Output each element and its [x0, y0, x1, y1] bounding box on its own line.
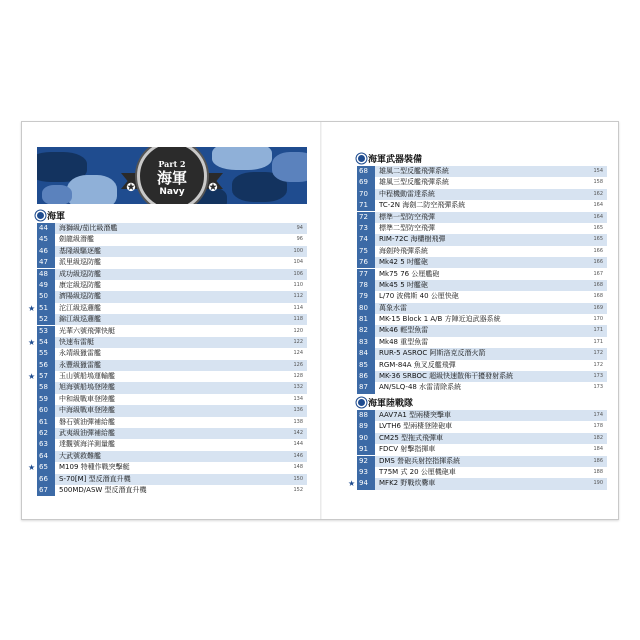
entry-title-cell	[55, 337, 307, 348]
entry-number: 81	[357, 314, 375, 325]
entry-number: 64	[37, 451, 55, 462]
entry-title: RUR-5 ASROC 阿斯洛克反潛火箭	[379, 349, 486, 358]
entry-title-cell	[375, 478, 607, 489]
toc-entry[interactable]	[357, 421, 607, 432]
entry-page: 134	[293, 395, 303, 402]
entry-number: 69	[357, 177, 375, 188]
entry-page: 94	[296, 225, 303, 231]
entry-page: 146	[293, 452, 303, 459]
toc-entry[interactable]	[37, 257, 307, 268]
toc-entry[interactable]	[37, 451, 307, 462]
entry-page: 166	[593, 247, 603, 254]
entry-page: 164	[593, 213, 603, 220]
entry-page: 136	[293, 407, 303, 414]
entry-title-cell	[55, 360, 307, 371]
entry-page: 165	[593, 236, 603, 243]
entry-title: 標準二型防空飛彈	[379, 223, 435, 232]
entry-title-cell	[375, 280, 607, 291]
chapter-subtitle: Navy	[159, 186, 185, 197]
entry-title: Mk46 輕型魚雷	[379, 326, 429, 335]
entry-page: 132	[293, 384, 303, 391]
entry-title-cell	[55, 280, 307, 291]
entry-title: 中海級戰車登陸艦	[59, 406, 115, 415]
entry-title-cell	[55, 234, 307, 245]
entry-title-cell	[55, 439, 307, 450]
entry-number: 89	[357, 421, 375, 432]
entry-page: 100	[293, 247, 303, 254]
entry-title-cell	[375, 382, 607, 393]
entry-page: 152	[293, 486, 303, 493]
entry-number: 73	[357, 223, 375, 234]
entry-title-cell	[55, 428, 307, 439]
entry-number: 59	[37, 394, 55, 405]
entry-number: 79	[357, 291, 375, 302]
entry-title-cell	[375, 200, 607, 211]
entry-page: 173	[593, 373, 603, 380]
entry-title: Mk42 5 吋艦砲	[379, 258, 428, 267]
entry-title-cell	[55, 417, 307, 428]
entry-title-cell	[375, 166, 607, 177]
entry-number: 91	[357, 444, 375, 455]
entry-title-cell	[55, 382, 307, 393]
entry-title: 沱江級巡邏艦	[59, 303, 101, 312]
toc-entry[interactable]	[28, 303, 307, 314]
entry-number: 58	[37, 382, 55, 393]
toc-entry[interactable]	[37, 405, 307, 416]
toc-entry[interactable]	[37, 280, 307, 291]
star-icon: ★	[28, 337, 36, 347]
entry-title: 成功級巡防艦	[59, 269, 101, 278]
entry-title: 武夷級油彈補給艦	[59, 429, 115, 438]
toc-entry[interactable]	[357, 444, 607, 455]
entry-title: 康定級巡防艦	[59, 280, 101, 289]
entry-title: T75M 式 20 公厘機砲車	[379, 467, 456, 476]
toc-entry[interactable]	[357, 410, 607, 421]
entry-page: 96	[296, 236, 303, 243]
toc-entry[interactable]	[357, 337, 607, 348]
entry-title: 500MD/ASW 型反潛直升機	[59, 485, 147, 494]
entry-number: 46	[37, 246, 55, 257]
entry-page: 186	[593, 457, 603, 464]
toc-entry[interactable]	[37, 246, 307, 257]
emblem-icon: ✪	[208, 181, 218, 194]
chapter-banner	[37, 147, 307, 204]
toc-entry[interactable]	[357, 348, 607, 359]
entry-number: 74	[357, 234, 375, 245]
entry-page: 158	[593, 179, 603, 186]
entry-page: 167	[593, 270, 603, 277]
star-icon: ★	[28, 372, 36, 382]
entry-page: 172	[593, 361, 603, 368]
entry-page: 190	[593, 480, 603, 487]
entry-title-cell	[375, 421, 607, 432]
entry-title: 達觀號海洋測量艦	[59, 440, 115, 449]
toc-entry[interactable]	[37, 439, 307, 450]
gear-icon	[358, 399, 365, 406]
toc-entry[interactable]	[28, 337, 307, 348]
entry-title-cell	[375, 234, 607, 245]
entry-title: 雄風二型反艦飛彈系統	[379, 167, 449, 175]
toc-entry[interactable]	[37, 348, 307, 359]
entry-title-cell	[375, 177, 607, 188]
entry-number: 67	[37, 485, 55, 496]
entry-title: 中程機動雷達系統	[379, 189, 435, 198]
entry-title-cell	[375, 269, 607, 280]
toc-entry[interactable]	[37, 223, 307, 234]
entry-title: FDCV 射擊指揮車	[379, 445, 436, 454]
toc-entry[interactable]	[357, 314, 607, 325]
entry-page: 110	[293, 281, 303, 288]
toc-entry[interactable]	[28, 371, 307, 382]
entry-title-cell	[55, 462, 307, 473]
entry-page: 165	[593, 224, 603, 231]
entry-title-cell	[375, 189, 607, 200]
entry-page: 162	[593, 190, 603, 197]
entry-number: 87	[357, 382, 375, 393]
toc-entry[interactable]	[37, 291, 307, 302]
entry-page: 122	[293, 338, 303, 345]
entry-title: S-70[M] 型反潛直升機	[59, 474, 131, 483]
entry-number: 72	[357, 212, 375, 223]
toc-entry[interactable]	[357, 467, 607, 478]
toc-entry[interactable]	[357, 360, 607, 371]
toc-entry[interactable]	[37, 314, 307, 325]
entry-title-cell	[375, 456, 607, 467]
entry-title-cell	[55, 451, 307, 462]
toc-entry[interactable]	[357, 433, 607, 444]
entry-number: 45	[37, 234, 55, 245]
entry-page: 178	[593, 423, 603, 430]
gear-icon	[37, 212, 44, 219]
entry-title-cell	[375, 314, 607, 325]
entry-title: RGM-84A 魚叉反艦飛彈	[379, 360, 456, 369]
entry-page: 144	[293, 441, 303, 448]
entry-page: 128	[293, 373, 303, 380]
toc-entry[interactable]	[37, 428, 307, 439]
section-heading: 海軍陸戰隊	[358, 396, 413, 408]
toc-entry[interactable]	[357, 166, 607, 177]
entry-page: 174	[593, 412, 603, 418]
entry-title-cell	[55, 326, 307, 337]
entry-title-cell	[55, 314, 307, 325]
entry-title-cell	[375, 337, 607, 348]
toc-entry[interactable]	[357, 371, 607, 382]
entry-page: 168	[593, 293, 603, 300]
entry-page: 154	[593, 168, 603, 174]
toc-entry[interactable]	[357, 246, 607, 257]
toc-entry[interactable]	[357, 200, 607, 211]
entry-page: 171	[593, 327, 603, 334]
entry-page: 166	[593, 259, 603, 266]
toc-entry[interactable]	[37, 269, 307, 280]
toc-entry[interactable]	[37, 474, 307, 485]
toc-entry[interactable]	[357, 212, 607, 223]
entry-title-cell	[375, 325, 607, 336]
entry-title-cell	[375, 371, 607, 382]
toc-entry[interactable]	[37, 326, 307, 337]
entry-title: 濟陽級巡防艦	[59, 292, 101, 301]
entry-title-cell	[375, 467, 607, 478]
entry-number: 51	[37, 303, 55, 314]
book-spine	[320, 122, 322, 519]
entry-title: 旭海號船塢登陸艦	[59, 383, 115, 392]
entry-title: 雄風三型反艦飛彈系統	[379, 178, 449, 187]
entry-title-cell	[55, 474, 307, 485]
star-icon: ★	[28, 463, 36, 473]
entry-number: 54	[37, 337, 55, 348]
toc-entry[interactable]	[28, 462, 307, 473]
entry-page: 171	[593, 338, 603, 345]
entry-number: 77	[357, 269, 375, 280]
entry-title-cell	[55, 394, 307, 405]
toc-entry[interactable]	[357, 269, 607, 280]
entry-number: 65	[37, 462, 55, 473]
entry-page: 142	[293, 430, 303, 437]
entry-title: 標準一型防空飛彈	[379, 212, 435, 221]
chapter-part: Part 2	[158, 158, 186, 169]
entry-title: TC-2N 海劍二防空飛彈系統	[379, 201, 466, 210]
entry-title-cell	[55, 269, 307, 280]
toc-entry[interactable]	[357, 223, 607, 234]
entry-number: 71	[357, 200, 375, 211]
toc-entry[interactable]	[357, 280, 607, 291]
entry-page: 164	[593, 202, 603, 209]
entry-number: 88	[357, 410, 375, 421]
toc-entry[interactable]	[348, 478, 607, 489]
entry-title-cell	[375, 223, 607, 234]
entry-page: 126	[293, 361, 303, 368]
toc-list	[348, 410, 607, 490]
entry-number: 66	[37, 474, 55, 485]
entry-title-cell	[375, 257, 607, 268]
entry-title: M109 特種作戰突擊艇	[59, 463, 130, 472]
entry-title: LVTH6 型兩棲登陸砲車	[379, 422, 453, 431]
entry-title-cell	[55, 291, 307, 302]
toc-entry[interactable]	[357, 382, 607, 393]
entry-number: 76	[357, 257, 375, 268]
entry-number: 62	[37, 428, 55, 439]
entry-title: 磐石號油彈補給艦	[59, 417, 115, 426]
chapter-medal	[137, 147, 207, 204]
toc-entry[interactable]	[357, 291, 607, 302]
entry-number: 52	[37, 314, 55, 325]
toc-list	[357, 166, 607, 394]
entry-page: 184	[593, 446, 603, 453]
entry-number: 83	[357, 337, 375, 348]
entry-page: 170	[593, 316, 603, 323]
entry-number: 55	[37, 348, 55, 359]
entry-number: 84	[357, 348, 375, 359]
entry-page: 150	[293, 475, 303, 482]
section-heading: 海軍武器裝備	[358, 152, 422, 164]
entry-title-cell	[55, 405, 307, 416]
toc-entry[interactable]	[37, 394, 307, 405]
entry-number: 49	[37, 280, 55, 291]
entry-page: 182	[593, 434, 603, 441]
entry-title-cell	[55, 246, 307, 257]
entry-page: 112	[293, 293, 303, 300]
entry-title: 大武號救難艦	[59, 451, 101, 460]
toc-entry[interactable]	[37, 417, 307, 428]
entry-number: 47	[37, 257, 55, 268]
entry-title-cell	[375, 433, 607, 444]
entry-title: MFK2 野戰炊爨車	[379, 479, 436, 488]
toc-entry[interactable]	[357, 456, 607, 467]
entry-page: 104	[293, 259, 303, 266]
entry-page: 169	[593, 304, 603, 311]
entry-title-cell	[375, 291, 607, 302]
entry-number: 70	[357, 189, 375, 200]
entry-number: 93	[357, 467, 375, 478]
toc-entry[interactable]	[357, 325, 607, 336]
entry-number: 86	[357, 371, 375, 382]
gear-icon	[358, 155, 365, 162]
entry-title: 萬象水雷	[379, 303, 407, 312]
entry-title: 玉山號船塢運輸艦	[59, 372, 115, 381]
section-heading: 海軍	[37, 209, 65, 221]
toc-entry[interactable]	[37, 485, 307, 496]
entry-title: 永豐級獵雷艦	[59, 360, 101, 369]
entry-title: 海劍羚飛彈系統	[379, 246, 428, 255]
entry-title: MK-36 SRBOC 超級快速散佈干擾發射系統	[379, 372, 514, 381]
entry-page: 168	[593, 281, 603, 288]
entry-number: 90	[357, 433, 375, 444]
toc-entry[interactable]	[357, 177, 607, 188]
entry-title-cell	[55, 485, 307, 496]
entry-title: MK-15 Block 1 A/B 方陣近迫武器系統	[379, 315, 501, 324]
entry-title: CM25 型拖式飛彈車	[379, 433, 444, 442]
entry-title: 劍龍級潛艦	[59, 235, 94, 244]
entry-title-cell	[375, 410, 607, 421]
entry-title: Mk48 重型魚雷	[379, 337, 429, 346]
entry-number: 78	[357, 280, 375, 291]
entry-title: Mk75 76 公厘艦砲	[379, 269, 440, 278]
entry-number: 44	[37, 223, 55, 234]
entry-number: 85	[357, 360, 375, 371]
entry-title-cell	[375, 212, 607, 223]
entry-title-cell	[55, 371, 307, 382]
entry-number: 94	[357, 478, 375, 489]
entry-number: 53	[37, 326, 55, 337]
entry-number: 48	[37, 269, 55, 280]
entry-number: 75	[357, 246, 375, 257]
entry-page: 148	[293, 464, 303, 471]
entry-page: 124	[293, 350, 303, 357]
entry-title: 光華六號飛彈快艇	[59, 326, 115, 335]
entry-number: 92	[357, 456, 375, 467]
toc-entry[interactable]	[37, 234, 307, 245]
entry-title-cell	[375, 360, 607, 371]
entry-title-cell	[375, 348, 607, 359]
entry-title: 錦江級巡邏艦	[59, 315, 101, 324]
entry-title: Mk45 5 吋艦砲	[379, 280, 428, 289]
star-icon: ★	[28, 303, 36, 313]
entry-title: L/70 波佛斯 40 公厘快砲	[379, 292, 459, 301]
toc-list	[28, 223, 307, 496]
entry-page: 138	[293, 418, 303, 425]
entry-page: 114	[293, 304, 303, 311]
entry-title: 基隆級驅逐艦	[59, 246, 101, 255]
book-spread	[21, 121, 619, 520]
entry-number: 56	[37, 360, 55, 371]
entry-title: RIM-72C 海欉樹飛彈	[379, 235, 446, 244]
entry-title-cell	[375, 246, 607, 257]
toc-entry[interactable]	[357, 257, 607, 268]
entry-title: 海獅級/茄比級潛艦	[59, 224, 118, 232]
entry-page: 172	[593, 350, 603, 357]
entry-page: 118	[293, 316, 303, 323]
entry-title: 快速布雷艇	[59, 337, 94, 346]
entry-number: 57	[37, 371, 55, 382]
chapter-title: 海軍	[156, 168, 187, 187]
emblem-icon: ✪	[126, 181, 136, 194]
toc-entry[interactable]	[357, 234, 607, 245]
entry-number: 82	[357, 325, 375, 336]
toc-entry[interactable]	[37, 382, 307, 393]
toc-entry[interactable]	[357, 303, 607, 314]
entry-title-cell	[55, 257, 307, 268]
entry-title-cell	[55, 348, 307, 359]
entry-page: 106	[293, 270, 303, 277]
toc-entry[interactable]	[37, 360, 307, 371]
entry-page: 120	[293, 327, 303, 334]
entry-title-cell	[375, 303, 607, 314]
entry-title: 永靖級獵雷艦	[59, 349, 101, 358]
entry-number: 63	[37, 439, 55, 450]
toc-entry[interactable]	[357, 189, 607, 200]
entry-page: 173	[593, 384, 603, 391]
entry-number: 68	[357, 166, 375, 177]
entry-number: 80	[357, 303, 375, 314]
entry-title: DMS 營砲兵射控指揮系統	[379, 456, 461, 465]
entry-title-cell	[55, 223, 307, 234]
entry-title: AAV7A1 型兩棲突擊車	[379, 411, 452, 419]
entry-title: 派里級巡防艦	[59, 258, 101, 267]
star-icon: ★	[348, 479, 356, 489]
entry-number: 50	[37, 291, 55, 302]
entry-number: 61	[37, 417, 55, 428]
entry-page: 188	[593, 468, 603, 475]
entry-title: 中和級戰車登陸艦	[59, 394, 115, 403]
entry-title-cell	[55, 303, 307, 314]
entry-title-cell	[375, 444, 607, 455]
entry-title: AN/SLQ-48 水雷清除系統	[379, 383, 462, 392]
entry-number: 60	[37, 405, 55, 416]
